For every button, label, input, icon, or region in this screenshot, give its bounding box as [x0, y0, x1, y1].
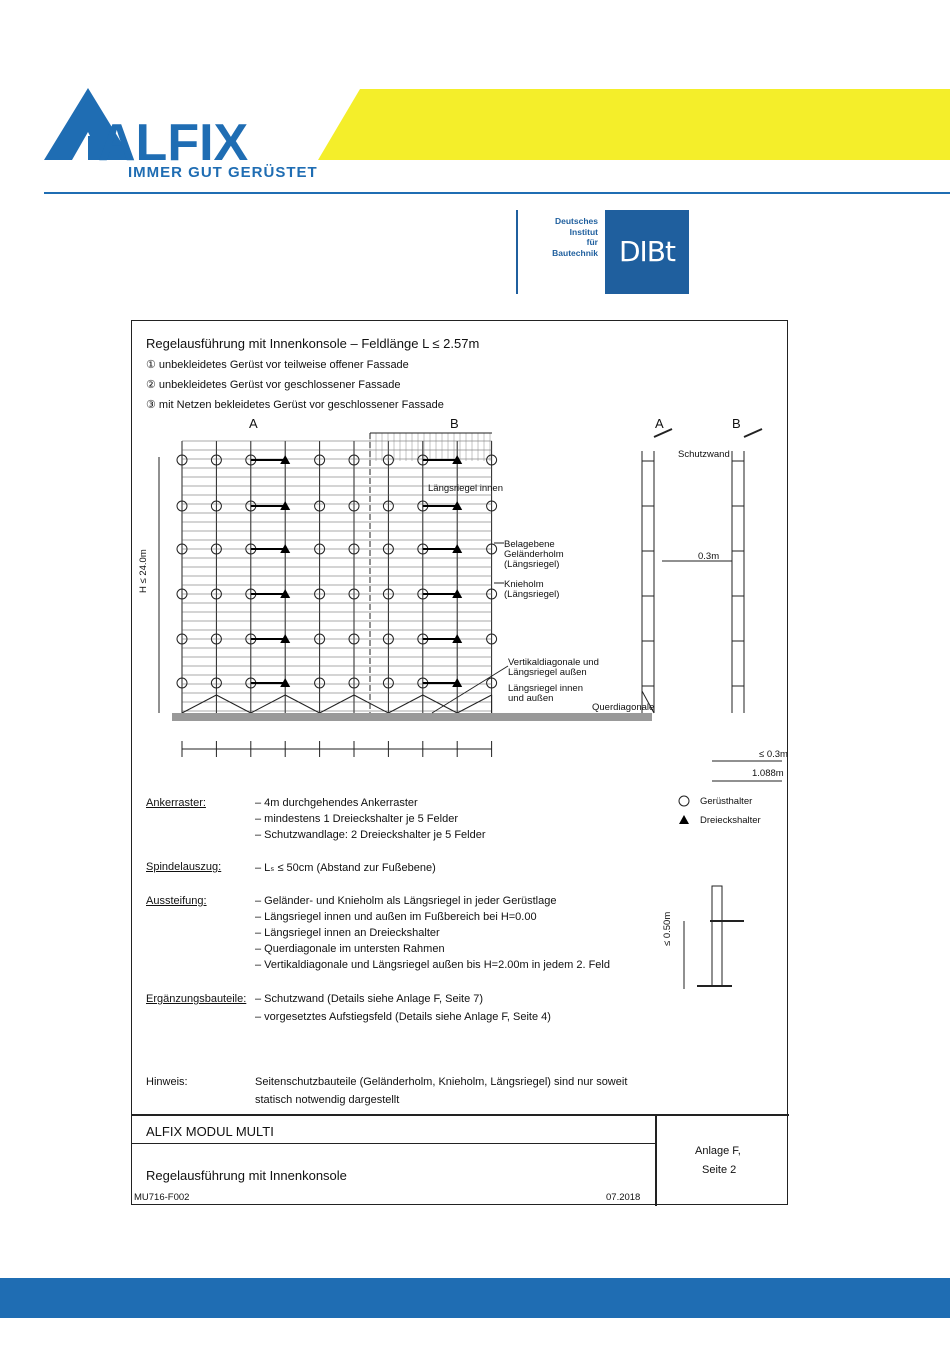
section-label-b: B	[732, 416, 741, 431]
header-rule	[44, 192, 950, 194]
spindle-post	[712, 886, 722, 986]
header-yellow-band	[318, 89, 950, 160]
title-block-annex: Anlage F,	[695, 1145, 741, 1157]
note-item: – mindestens 1 Dreieckshalter je 5 Felder	[255, 813, 458, 825]
title-block-product: ALFIX MODUL MULTI	[146, 1124, 274, 1139]
note-item: – Geländer- und Knieholm als Längsriegel in jeder Gerüstlage	[255, 895, 557, 907]
ground	[172, 713, 652, 721]
callout-gelaenderholm: Geländerholm	[504, 549, 564, 560]
title-block-page: Seite 2	[702, 1164, 737, 1176]
logo-wordmark: ALFIX	[98, 114, 249, 172]
legend-triangle-icon	[679, 815, 689, 824]
callout-laengsriegel-innen-2: Längsriegel innen	[508, 683, 584, 694]
side-dim-03: ≤ 0.3m	[759, 749, 788, 760]
section-label-a: A	[655, 416, 664, 431]
legend-anchor-label: Gerüsthalter	[700, 796, 753, 807]
title-block-docno: MU716-F002	[134, 1192, 190, 1203]
height-dimension: H ≤ 24.0m	[138, 549, 149, 593]
vertical-diagonal	[285, 695, 319, 713]
drawing-sheet	[131, 320, 788, 1205]
side-callout-schutzwand: Schutzwand	[678, 449, 730, 460]
callout-laengsriegel-2: (Längsriegel)	[504, 589, 560, 600]
hint-line-2: statisch notwendig dargestellt	[255, 1094, 400, 1106]
vertical-diagonal	[457, 695, 491, 713]
sheet-title: Regelausführung mit Innenkonsole – Feldlänge L ≤ 2.57m	[146, 336, 480, 351]
side-callout-width: 0.3m	[698, 551, 720, 562]
callout-laengsriegel: (Längsriegel)	[504, 559, 560, 570]
title-block-rule-2	[132, 1143, 655, 1144]
legend-triangle-label: Dreieckshalter	[700, 815, 761, 826]
dibt-line: Deutsches	[555, 216, 598, 226]
callout-belagebene: Belagebene	[504, 539, 555, 550]
spindle-dimension: ≤ 0.50m	[662, 911, 673, 946]
note-item: – vorgesetztes Aufstiegsfeld (Details siehe Anlage F, Seite 4)	[255, 1011, 551, 1023]
title-block-divider	[655, 1114, 657, 1206]
callout-knieholm: Knieholm	[504, 579, 544, 590]
note-label-aussteifung: Aussteifung:	[146, 895, 207, 907]
callout-und-aussen: und außen	[508, 693, 554, 704]
vertical-diagonal	[354, 695, 388, 713]
elevation-label-b: B	[450, 416, 459, 431]
vertical-diagonal	[388, 695, 422, 713]
note-item: – 4m durchgehendes Ankerraster	[255, 797, 418, 809]
note-item: – Längsriegel innen an Dreieckshalter	[255, 927, 440, 939]
dibt-name	[520, 216, 598, 258]
vertical-diagonal	[320, 695, 354, 713]
note-item: – Querdiagonale im untersten Rahmen	[255, 943, 445, 955]
callout-laengsriegel-aussen: Längsriegel außen	[508, 667, 587, 678]
legend-anchor-icon	[679, 796, 689, 806]
dibt-line: Institut	[569, 226, 598, 237]
callout-vertikaldiagonale: Vertikaldiagonale und	[508, 657, 599, 668]
dibt-divider	[516, 210, 518, 294]
side-dim-1088: 1.088m	[752, 768, 784, 779]
note-label-spindelauszug: Spindelauszug:	[146, 861, 222, 873]
note-label-ankerraster: Ankerraster:	[146, 797, 206, 809]
note-item: – Lₛ ≤ 50cm (Abstand zur Fußebene)	[255, 862, 436, 874]
hint-line-1: Seitenschutzbauteile (Geländerholm, Knieholm, Längsriegel) sind nur soweit	[255, 1076, 628, 1088]
vertical-diagonal	[423, 695, 457, 713]
footer-bar	[0, 1278, 950, 1318]
brand-tagline: IMMER GUT GERÜSTET	[128, 164, 318, 181]
variant-1: ① unbekleidetes Gerüst vor teilweise offener Fassade	[146, 359, 409, 371]
note-item: – Vertikaldiagonale und Längsriegel außen bis H=2.00m in jedem 2. Feld	[255, 959, 610, 971]
dibt-logo: DIBt	[605, 210, 689, 294]
dibt-line: Bautechnik	[552, 247, 598, 258]
vertical-diagonal	[182, 695, 216, 713]
variant-3: ③ mit Netzen bekleidetes Gerüst vor geschlossener Fassade	[146, 399, 444, 411]
title-block-rule	[132, 1114, 789, 1116]
hint-label: Hinweis:	[146, 1076, 188, 1088]
side-guard	[744, 429, 762, 437]
note-label-ergaenzung: Ergänzungsbauteile:	[146, 993, 247, 1005]
vertical-diagonal	[216, 695, 250, 713]
title-block-subject: Regelausführung mit Innenkonsole	[146, 1168, 347, 1183]
side-callout-querdiagonale: Querdiagonale	[592, 702, 655, 713]
title-block-date: 07.2018	[606, 1192, 641, 1203]
note-item: – Längsriegel innen und außen im Fußbereich bei H=0.00	[255, 911, 537, 923]
vertical-diagonal	[251, 695, 285, 713]
variant-2: ② unbekleidetes Gerüst vor geschlossener Fassade	[146, 379, 401, 391]
elevation-label-a: A	[249, 416, 258, 431]
note-item: – Schutzwand (Details siehe Anlage F, Seite 7)	[255, 993, 484, 1005]
dibt-line: für	[586, 237, 598, 247]
callout-laengsriegel-innen: Längsriegel innen	[428, 483, 504, 494]
note-item: – Schutzwandlage: 2 Dreieckshalter je 5 Felder	[255, 829, 486, 841]
